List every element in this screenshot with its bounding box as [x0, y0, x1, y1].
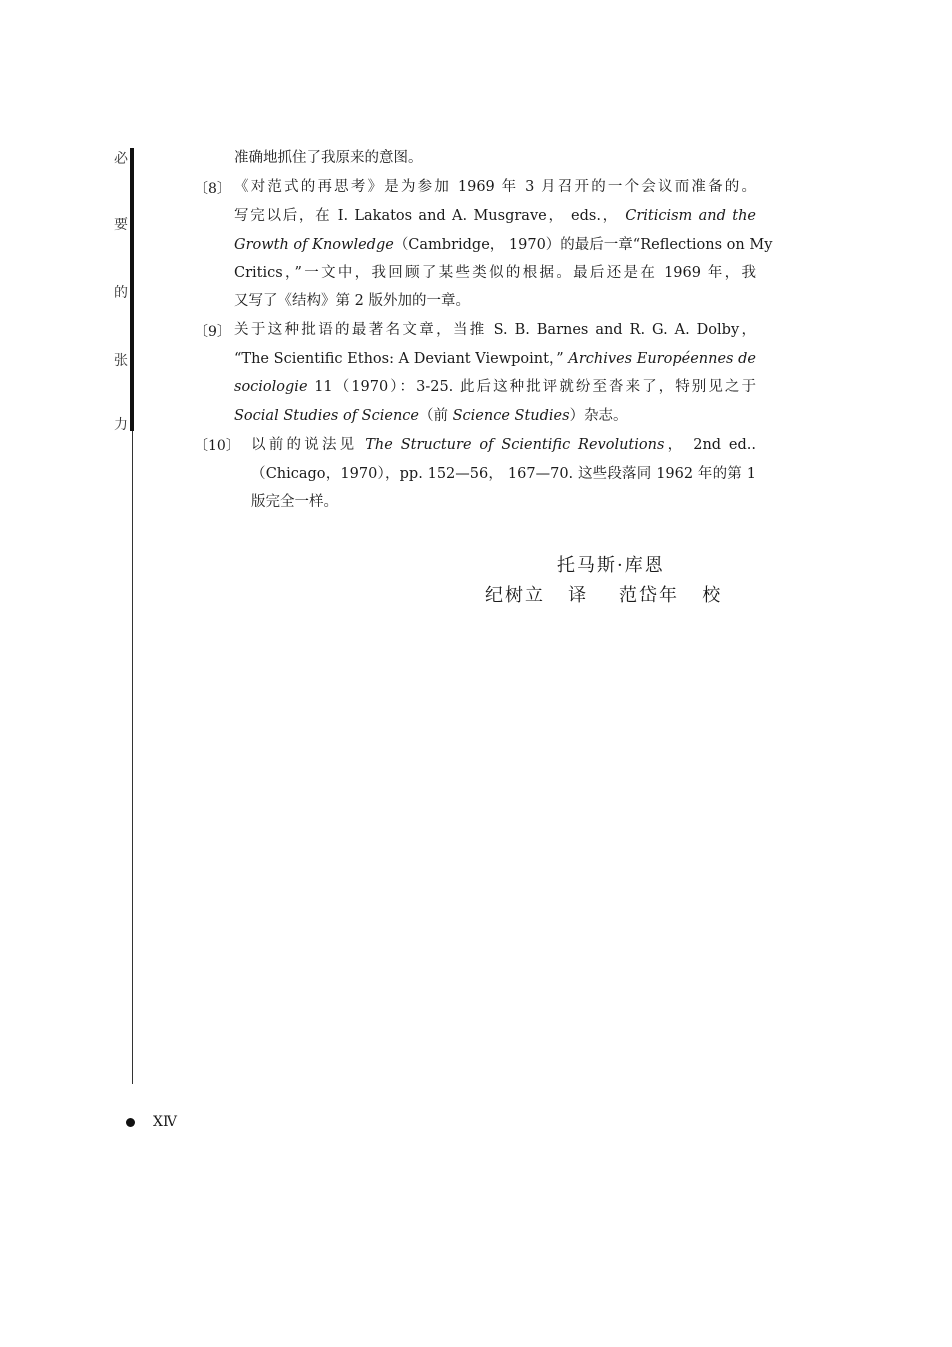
author-signature: 托马斯·库恩 [557, 555, 665, 576]
translator-credit: 纪树立 译 范岱年 校 [485, 585, 723, 606]
note-line: 版完全一样。 [251, 494, 338, 510]
italic-title: Science Studies [452, 408, 570, 424]
note-line: 又写了《结构》第 2 版外加的一章。 [234, 293, 470, 309]
note-line: 准确地抓住了我原来的意图。 [234, 150, 423, 166]
italic-title: The Structure of Scientific Revolutions [365, 437, 665, 453]
note-line: 写完以后，在 I. Lakatos and A. Musgrave， eds.， Criticism and the [234, 208, 757, 224]
note-line: Growth of Knowledge（Cambridge， 1970）的最后一章“Reflections on My [234, 237, 773, 253]
running-title-char: 的 [114, 285, 128, 301]
italic-title: Social Studies of Science [234, 408, 419, 424]
italic-title: Growth of Knowledge [234, 237, 394, 253]
note-number-9: 〔9〕 [194, 324, 231, 340]
page-number: ⅩⅣ [153, 1114, 177, 1130]
note-number-8: 〔8〕 [194, 181, 231, 197]
note-line: sociologie 11（1970）：3-25. 此后这种批评就纷至沓来了，特别见之于 [234, 379, 756, 395]
note-line: 关于这种批语的最著名文章，当推 S. B. Barnes and R. G. A. Dolby， [234, 322, 756, 338]
bullet-icon [126, 1118, 135, 1127]
running-title-char: 要 [114, 217, 128, 233]
running-title-char: 力 [114, 417, 128, 433]
note-line: Critics，”一文中，我回顾了某些类似的根据。最后还是在 1969 年，我 [234, 265, 756, 281]
margin-thick-rule [130, 148, 134, 431]
italic-title: Criticism and the [625, 208, 757, 224]
note-line: Social Studies of Science（前 Science Studies）杂志。 [234, 408, 628, 424]
note-line: 以前的说法见 The Structure of Scientific Revolutions， 2nd ed.. [251, 437, 756, 453]
note-line: （Chicago，1970），pp. 152—56， 167—70. 这些段落同 1962 年的第 1 [251, 466, 756, 482]
italic-title: Archives Européennes de [568, 351, 756, 367]
running-title-char: 必 [114, 151, 128, 167]
note-line: “The Scientific Ethos: A Deviant Viewpoint，” Archives Européennes de [234, 351, 756, 367]
note-line: 《对范式的再思考》是为参加 1969 年 3 月召开的一个会议而准备的。 [234, 179, 756, 195]
running-title-char: 张 [114, 353, 128, 369]
note-number-10: 〔10〕 [194, 438, 240, 454]
italic-title: sociologie [234, 379, 308, 395]
margin-thin-rule [132, 431, 133, 1084]
